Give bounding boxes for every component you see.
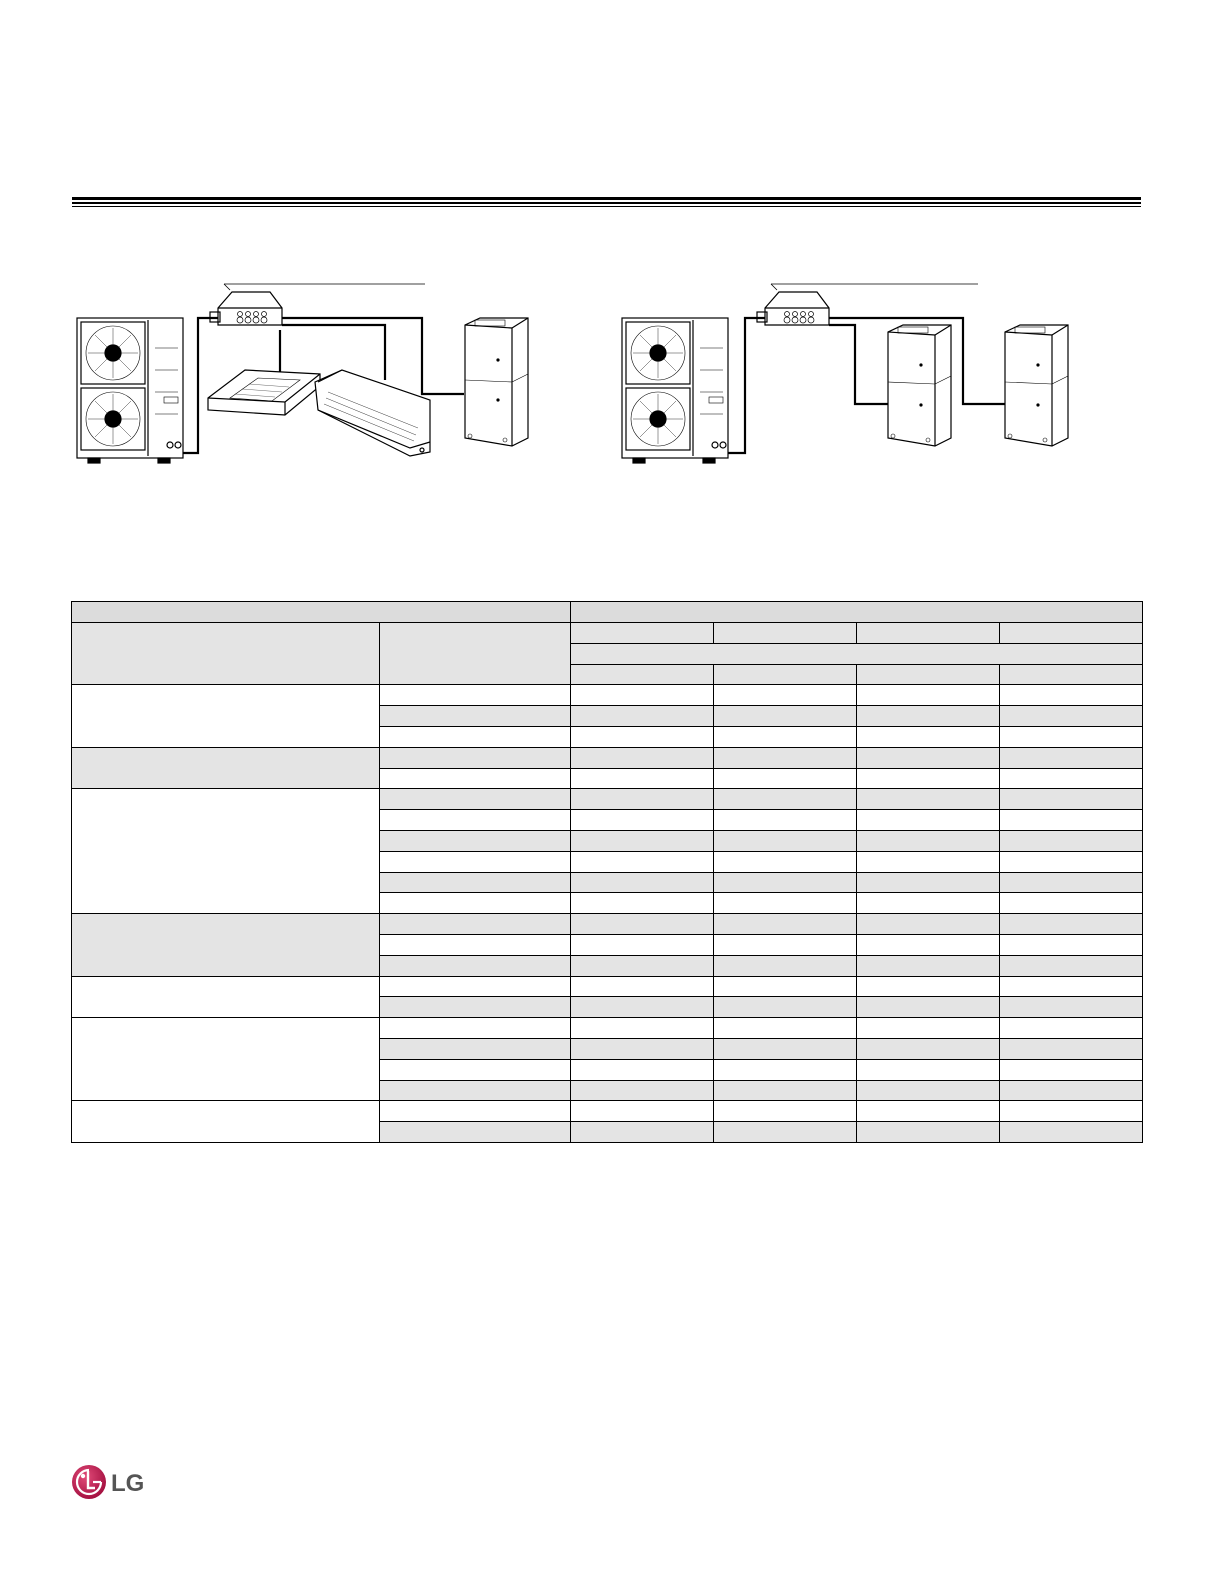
- wall-mount-left: [315, 370, 430, 456]
- group-cell: [72, 1101, 380, 1143]
- title-rule-thick: [72, 197, 1141, 200]
- group-cell: [72, 1018, 380, 1101]
- group-cell: [72, 747, 380, 789]
- table-row: [72, 685, 1143, 706]
- vertical-air-handler-right-2: [1005, 325, 1068, 446]
- vertical-air-handler-right-1: [888, 325, 951, 446]
- group-cell: [380, 623, 571, 685]
- branch-distribution-box-left: [210, 292, 282, 325]
- vertical-air-handler-left: [465, 318, 528, 446]
- group-cell: [72, 685, 380, 747]
- group-cell: [72, 623, 380, 685]
- table-header-right: [571, 602, 1143, 623]
- lg-face-icon: [72, 1465, 106, 1499]
- outdoor-unit-right: [622, 318, 728, 463]
- specification-table: [71, 601, 1143, 1143]
- lg-wordmark: LG: [111, 1470, 145, 1497]
- branch-distribution-box-right: [757, 292, 829, 325]
- outdoor-unit-left: [77, 318, 183, 463]
- table-row: [72, 789, 1143, 810]
- title-rule-middle: [72, 202, 1141, 204]
- group-cell: [72, 976, 380, 1018]
- lg-logo: [71, 1464, 161, 1502]
- table-row: [72, 747, 1143, 768]
- table-row: [72, 976, 1143, 997]
- ceiling-cassette-left: [208, 370, 320, 415]
- table-row: [72, 623, 1143, 644]
- system-diagram-mixed: [60, 270, 560, 470]
- table-header-row: [72, 602, 1143, 623]
- table-row: [72, 914, 1143, 935]
- table-header-left: [72, 602, 571, 623]
- table-row: [72, 1018, 1143, 1039]
- table-row: [72, 1101, 1143, 1122]
- group-cell: [72, 914, 380, 976]
- title-rule-thin: [72, 206, 1141, 207]
- group-cell: [72, 789, 380, 914]
- system-diagram-air-handlers: [605, 270, 1105, 470]
